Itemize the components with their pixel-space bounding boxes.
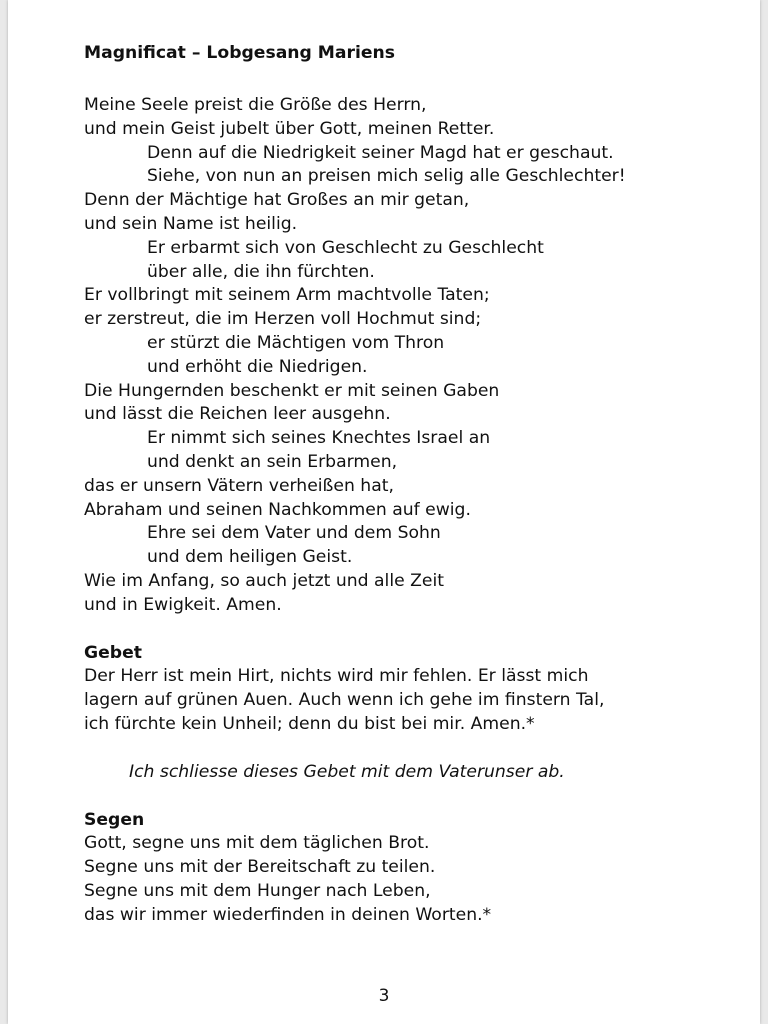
magnificat-line: und erhöht die Niedrigen.: [147, 356, 368, 377]
gebet-line: lagern auf grünen Auen. Auch wenn ich gehe im finstern Tal,: [84, 690, 605, 711]
magnificat-line: Er erbarmt sich von Geschlecht zu Geschlecht: [147, 237, 544, 258]
magnificat-line: über alle, die ihn fürchten.: [147, 261, 375, 282]
magnificat-line: Siehe, von nun an preisen mich selig alle Geschlechter!: [147, 166, 626, 187]
magnificat-line: Denn der Mächtige hat Großes an mir getan,: [84, 190, 470, 211]
page-content: [84, 42, 724, 928]
magnificat-line: Denn auf die Niedrigkeit seiner Magd hat er geschaut.: [147, 142, 614, 163]
magnificat-line: und dem heiligen Geist.: [147, 547, 353, 568]
magnificat-line: das er unsern Vätern verheißen hat,: [84, 475, 394, 496]
segen-line: Segne uns mit dem Hunger nach Leben,: [84, 880, 431, 901]
segen-text: [84, 832, 724, 927]
magnificat-line: Ehre sei dem Vater und dem Sohn: [147, 523, 441, 544]
magnificat-line: Wie im Anfang, so auch jetzt und alle Zeit: [84, 570, 444, 591]
vaterunser-note: Ich schliesse dieses Gebet mit dem Vaterunser ab.: [129, 761, 565, 782]
magnificat-text: [84, 94, 724, 618]
magnificat-line: und sein Name ist heilig.: [84, 213, 298, 234]
page-number: 3: [378, 986, 390, 1006]
segen-line: Gott, segne uns mit dem täglichen Brot.: [84, 833, 430, 854]
magnificat-line: Die Hungernden beschenkt er mit seinen Gaben: [84, 380, 500, 401]
gebet-heading: Gebet: [84, 642, 142, 663]
magnificat-line: Er vollbringt mit seinem Arm machtvolle Taten;: [84, 285, 490, 306]
magnificat-line: Meine Seele preist die Größe des Herrn,: [84, 95, 427, 115]
gebet-line: Der Herr ist mein Hirt, nichts wird mir fehlen. Er lässt mich: [84, 666, 589, 687]
document-page: [8, 0, 760, 1024]
magnificat-line: und mein Geist jubelt über Gott, meinen Retter.: [84, 118, 495, 139]
gebet-line: ich fürchte kein Unheil; denn du bist bei mir. Amen.*: [84, 713, 535, 734]
magnificat-line: und in Ewigkeit. Amen.: [84, 594, 282, 615]
magnificat-line: und lässt die Reichen leer ausgehn.: [84, 404, 391, 425]
magnificat-line: er stürzt die Mächtigen vom Thron: [147, 332, 445, 353]
magnificat-line: und denkt an sein Erbarmen,: [147, 451, 398, 472]
magnificat-line: er zerstreut, die im Herzen voll Hochmut sind;: [84, 309, 482, 330]
magnificat-title: Magnificat – Lobgesang Mariens: [84, 43, 396, 63]
segen-heading: Segen: [84, 809, 145, 830]
magnificat-line: Abraham und seinen Nachkommen auf ewig.: [84, 499, 471, 520]
gebet-text: [84, 665, 724, 736]
segen-line: Segne uns mit der Bereitschaft zu teilen.: [84, 857, 436, 878]
segen-line: das wir immer wiederfinden in deinen Worten.*: [84, 904, 492, 925]
magnificat-line: Er nimmt sich seines Knechtes Israel an: [147, 428, 491, 449]
